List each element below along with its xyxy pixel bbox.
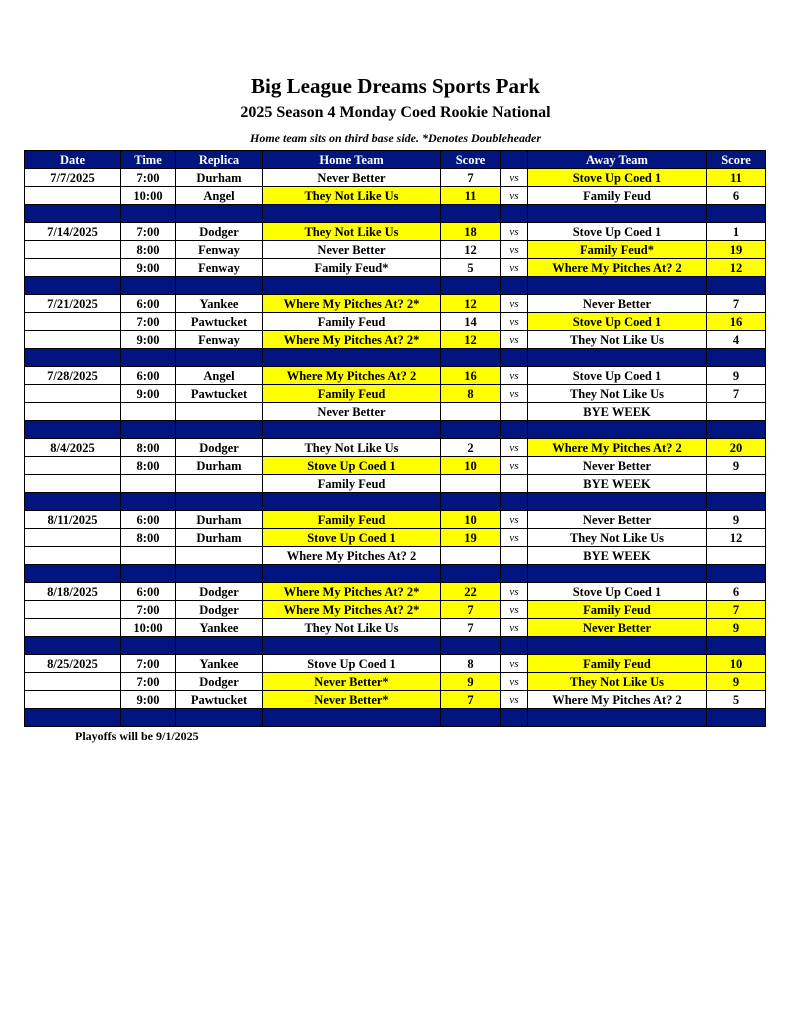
date-cell: 8/4/2025 (25, 439, 121, 457)
time-cell: 9:00 (121, 259, 176, 277)
separator-cell (121, 349, 176, 367)
away-score-cell: 12 (707, 259, 766, 277)
separator-cell (263, 637, 441, 655)
date-cell (25, 691, 121, 709)
time-cell: 8:00 (121, 529, 176, 547)
away-team-cell: Never Better (528, 511, 707, 529)
table-row (25, 331, 766, 349)
separator-cell (501, 565, 528, 583)
table-row (25, 475, 766, 493)
away-score-cell: 9 (707, 673, 766, 691)
date-cell (25, 241, 121, 259)
separator-cell (25, 637, 121, 655)
week-separator-row (25, 709, 766, 727)
away-team-cell: Stove Up Coed 1 (528, 367, 707, 385)
away-team-cell: BYE WEEK (528, 403, 707, 421)
away-score-cell: 12 (707, 529, 766, 547)
replica-cell: Fenway (176, 331, 263, 349)
date-cell (25, 673, 121, 691)
away-score-cell (707, 547, 766, 565)
home-team-cell: Where My Pitches At? 2* (263, 583, 441, 601)
away-team-cell: Family Feud (528, 655, 707, 673)
col-header-vs (501, 151, 528, 169)
time-cell: 6:00 (121, 295, 176, 313)
home-score-cell: 10 (441, 457, 501, 475)
time-cell: 8:00 (121, 439, 176, 457)
away-score-cell: 9 (707, 511, 766, 529)
vs-cell: vs (501, 511, 528, 529)
away-score-cell: 9 (707, 457, 766, 475)
home-score-cell: 5 (441, 259, 501, 277)
separator-cell (25, 421, 121, 439)
week-separator-row (25, 637, 766, 655)
replica-cell: Durham (176, 169, 263, 187)
table-row (25, 439, 766, 457)
separator-cell (441, 493, 501, 511)
separator-cell (176, 493, 263, 511)
separator-cell (707, 421, 766, 439)
table-row (25, 601, 766, 619)
separator-cell (121, 637, 176, 655)
vs-cell (501, 403, 528, 421)
table-row (25, 583, 766, 601)
vs-cell: vs (501, 259, 528, 277)
away-score-cell: 7 (707, 295, 766, 313)
date-cell: 7/28/2025 (25, 367, 121, 385)
home-team-cell: Never Better* (263, 673, 441, 691)
home-score-cell: 8 (441, 655, 501, 673)
date-cell: 8/11/2025 (25, 511, 121, 529)
home-score-cell: 2 (441, 439, 501, 457)
home-score-cell: 9 (441, 673, 501, 691)
home-team-cell: Family Feud (263, 313, 441, 331)
separator-cell (501, 205, 528, 223)
table-row (25, 673, 766, 691)
date-cell (25, 259, 121, 277)
replica-cell: Dodger (176, 223, 263, 241)
away-team-cell: They Not Like Us (528, 385, 707, 403)
replica-cell (176, 547, 263, 565)
away-team-cell: They Not Like Us (528, 673, 707, 691)
time-cell: 7:00 (121, 313, 176, 331)
home-score-cell: 19 (441, 529, 501, 547)
replica-cell: Durham (176, 511, 263, 529)
away-team-cell: Where My Pitches At? 2 (528, 439, 707, 457)
table-row (25, 457, 766, 475)
separator-cell (501, 637, 528, 655)
home-team-cell: They Not Like Us (263, 439, 441, 457)
separator-cell (176, 565, 263, 583)
date-cell: 7/14/2025 (25, 223, 121, 241)
date-cell: 8/18/2025 (25, 583, 121, 601)
home-team-cell: Never Better (263, 169, 441, 187)
replica-cell (176, 475, 263, 493)
home-score-cell: 11 (441, 187, 501, 205)
page-subtitle: 2025 Season 4 Monday Coed Rookie National (240, 104, 551, 121)
separator-cell (441, 205, 501, 223)
separator-cell (528, 277, 707, 295)
away-team-cell: Stove Up Coed 1 (528, 583, 707, 601)
separator-cell (25, 277, 121, 295)
date-cell (25, 187, 121, 205)
replica-cell: Fenway (176, 241, 263, 259)
vs-cell (501, 547, 528, 565)
replica-cell: Dodger (176, 673, 263, 691)
time-cell: 7:00 (121, 223, 176, 241)
away-score-cell: 10 (707, 655, 766, 673)
away-score-cell: 1 (707, 223, 766, 241)
page-title: Big League Dreams Sports Park (251, 74, 540, 98)
separator-cell (25, 565, 121, 583)
separator-cell (263, 277, 441, 295)
away-score-cell: 6 (707, 187, 766, 205)
away-score-cell: 19 (707, 241, 766, 259)
separator-cell (441, 349, 501, 367)
home-score-cell: 7 (441, 691, 501, 709)
home-score-cell (441, 475, 501, 493)
table-row (25, 547, 766, 565)
away-score-cell: 4 (707, 331, 766, 349)
table-row (25, 529, 766, 547)
col-header-time: Time (121, 151, 176, 169)
table-row (25, 259, 766, 277)
table-row (25, 241, 766, 259)
replica-cell: Pawtucket (176, 313, 263, 331)
separator-cell (263, 205, 441, 223)
replica-cell: Angel (176, 367, 263, 385)
separator-cell (25, 709, 121, 727)
separator-cell (263, 493, 441, 511)
home-team-cell: Stove Up Coed 1 (263, 655, 441, 673)
date-cell (25, 547, 121, 565)
time-cell: 10:00 (121, 187, 176, 205)
vs-cell (501, 475, 528, 493)
away-score-cell: 20 (707, 439, 766, 457)
separator-cell (176, 421, 263, 439)
separator-cell (528, 709, 707, 727)
date-cell: 7/7/2025 (25, 169, 121, 187)
home-score-cell: 12 (441, 295, 501, 313)
vs-cell: vs (501, 655, 528, 673)
separator-cell (528, 637, 707, 655)
table-row (25, 313, 766, 331)
away-score-cell: 9 (707, 619, 766, 637)
table-row (25, 187, 766, 205)
separator-cell (25, 349, 121, 367)
week-separator-row (25, 421, 766, 439)
separator-cell (528, 349, 707, 367)
away-team-cell: Where My Pitches At? 2 (528, 259, 707, 277)
separator-cell (263, 565, 441, 583)
replica-cell: Yankee (176, 655, 263, 673)
date-cell: 7/21/2025 (25, 295, 121, 313)
table-row (25, 385, 766, 403)
date-cell (25, 331, 121, 349)
home-score-cell: 7 (441, 601, 501, 619)
table-row (25, 655, 766, 673)
separator-cell (528, 205, 707, 223)
away-team-cell: BYE WEEK (528, 547, 707, 565)
table-row (25, 367, 766, 385)
separator-cell (707, 277, 766, 295)
home-team-cell: Where My Pitches At? 2* (263, 295, 441, 313)
separator-cell (176, 205, 263, 223)
separator-cell (176, 709, 263, 727)
separator-cell (501, 709, 528, 727)
replica-cell: Fenway (176, 259, 263, 277)
schedule-body (25, 169, 766, 727)
time-cell: 8:00 (121, 457, 176, 475)
home-team-cell: Never Better (263, 241, 441, 259)
time-cell: 7:00 (121, 601, 176, 619)
replica-cell: Dodger (176, 439, 263, 457)
separator-cell (707, 709, 766, 727)
vs-cell: vs (501, 385, 528, 403)
time-cell (121, 547, 176, 565)
time-cell: 7:00 (121, 655, 176, 673)
away-team-cell: Never Better (528, 457, 707, 475)
playoffs-note: Playoffs will be 9/1/2025 (75, 729, 199, 743)
vs-cell: vs (501, 673, 528, 691)
vs-cell: vs (501, 169, 528, 187)
vs-cell: vs (501, 583, 528, 601)
col-header-date: Date (25, 151, 121, 169)
vs-cell: vs (501, 619, 528, 637)
home-score-cell (441, 547, 501, 565)
home-team-cell: Stove Up Coed 1 (263, 529, 441, 547)
separator-cell (441, 421, 501, 439)
home-score-cell: 18 (441, 223, 501, 241)
vs-cell: vs (501, 241, 528, 259)
date-cell (25, 619, 121, 637)
separator-cell (501, 493, 528, 511)
separator-cell (25, 205, 121, 223)
separator-cell (176, 637, 263, 655)
separator-cell (263, 709, 441, 727)
away-team-cell: They Not Like Us (528, 331, 707, 349)
away-team-cell: Family Feud (528, 187, 707, 205)
away-team-cell: Where My Pitches At? 2 (528, 691, 707, 709)
time-cell: 6:00 (121, 367, 176, 385)
separator-cell (441, 277, 501, 295)
date-cell (25, 313, 121, 331)
table-row (25, 403, 766, 421)
away-score-cell: 5 (707, 691, 766, 709)
home-team-cell: Where My Pitches At? 2 (263, 367, 441, 385)
away-score-cell (707, 403, 766, 421)
away-score-cell: 7 (707, 385, 766, 403)
date-cell: 8/25/2025 (25, 655, 121, 673)
separator-cell (528, 493, 707, 511)
table-row (25, 619, 766, 637)
separator-cell (121, 277, 176, 295)
separator-cell (121, 493, 176, 511)
separator-cell (501, 349, 528, 367)
separator-cell (121, 565, 176, 583)
vs-cell: vs (501, 601, 528, 619)
home-score-cell: 8 (441, 385, 501, 403)
separator-cell (501, 277, 528, 295)
separator-cell (263, 349, 441, 367)
replica-cell: Yankee (176, 295, 263, 313)
home-team-cell: Family Feud* (263, 259, 441, 277)
separator-cell (441, 637, 501, 655)
home-team-cell: Stove Up Coed 1 (263, 457, 441, 475)
replica-cell: Angel (176, 187, 263, 205)
away-team-cell: Stove Up Coed 1 (528, 223, 707, 241)
vs-cell: vs (501, 295, 528, 313)
replica-cell: Durham (176, 529, 263, 547)
away-team-cell: BYE WEEK (528, 475, 707, 493)
vs-cell: vs (501, 457, 528, 475)
separator-cell (707, 493, 766, 511)
home-team-cell: Where My Pitches At? 2* (263, 601, 441, 619)
replica-cell: Durham (176, 457, 263, 475)
away-team-cell: They Not Like Us (528, 529, 707, 547)
home-team-cell: Where My Pitches At? 2* (263, 331, 441, 349)
vs-cell: vs (501, 529, 528, 547)
away-team-cell: Never Better (528, 295, 707, 313)
separator-cell (441, 565, 501, 583)
separator-cell (441, 709, 501, 727)
separator-cell (25, 493, 121, 511)
col-header-home-score: Score (441, 151, 501, 169)
separator-cell (528, 565, 707, 583)
home-score-cell (441, 403, 501, 421)
away-team-cell: Family Feud* (528, 241, 707, 259)
home-score-cell: 16 (441, 367, 501, 385)
separator-cell (176, 349, 263, 367)
separator-cell (263, 421, 441, 439)
home-team-cell: Family Feud (263, 511, 441, 529)
date-cell (25, 385, 121, 403)
date-cell (25, 529, 121, 547)
date-cell (25, 475, 121, 493)
table-row (25, 295, 766, 313)
week-separator-row (25, 205, 766, 223)
away-team-cell: Family Feud (528, 601, 707, 619)
home-score-cell: 7 (441, 619, 501, 637)
away-score-cell: 16 (707, 313, 766, 331)
home-score-cell: 10 (441, 511, 501, 529)
vs-cell: vs (501, 691, 528, 709)
table-row (25, 511, 766, 529)
home-score-cell: 7 (441, 169, 501, 187)
time-cell: 9:00 (121, 691, 176, 709)
time-cell: 10:00 (121, 619, 176, 637)
separator-cell (121, 709, 176, 727)
week-separator-row (25, 493, 766, 511)
home-team-cell: They Not Like Us (263, 187, 441, 205)
col-header-away-score: Score (707, 151, 766, 169)
away-score-cell: 6 (707, 583, 766, 601)
schedule-table (24, 150, 766, 727)
week-separator-row (25, 349, 766, 367)
separator-cell (707, 349, 766, 367)
away-score-cell (707, 475, 766, 493)
date-cell (25, 601, 121, 619)
home-score-cell: 12 (441, 241, 501, 259)
separator-cell (121, 421, 176, 439)
replica-cell: Pawtucket (176, 691, 263, 709)
date-cell (25, 457, 121, 475)
schedule-note: Home team sits on third base side. *Denotes Doubleheader (250, 131, 541, 145)
col-header-replica: Replica (176, 151, 263, 169)
separator-cell (121, 205, 176, 223)
away-team-cell: Stove Up Coed 1 (528, 313, 707, 331)
time-cell: 6:00 (121, 583, 176, 601)
home-team-cell: Family Feud (263, 475, 441, 493)
separator-cell (176, 277, 263, 295)
replica-cell: Pawtucket (176, 385, 263, 403)
replica-cell: Dodger (176, 601, 263, 619)
home-team-cell: Family Feud (263, 385, 441, 403)
home-score-cell: 22 (441, 583, 501, 601)
separator-cell (528, 421, 707, 439)
time-cell: 6:00 (121, 511, 176, 529)
home-team-cell: They Not Like Us (263, 619, 441, 637)
time-cell (121, 475, 176, 493)
home-score-cell: 12 (441, 331, 501, 349)
vs-cell: vs (501, 331, 528, 349)
separator-cell (707, 565, 766, 583)
away-score-cell: 11 (707, 169, 766, 187)
date-cell (25, 403, 121, 421)
away-team-cell: Stove Up Coed 1 (528, 169, 707, 187)
home-team-cell: Never Better* (263, 691, 441, 709)
away-score-cell: 9 (707, 367, 766, 385)
vs-cell: vs (501, 439, 528, 457)
table-row (25, 691, 766, 709)
time-cell: 9:00 (121, 385, 176, 403)
home-team-cell: Never Better (263, 403, 441, 421)
home-team-cell: They Not Like Us (263, 223, 441, 241)
vs-cell: vs (501, 313, 528, 331)
week-separator-row (25, 277, 766, 295)
away-team-cell: Never Better (528, 619, 707, 637)
vs-cell: vs (501, 367, 528, 385)
time-cell: 7:00 (121, 673, 176, 691)
vs-cell: vs (501, 223, 528, 241)
replica-cell: Dodger (176, 583, 263, 601)
away-score-cell: 7 (707, 601, 766, 619)
separator-cell (707, 205, 766, 223)
home-score-cell: 14 (441, 313, 501, 331)
col-header-home-team: Home Team (263, 151, 441, 169)
home-team-cell: Where My Pitches At? 2 (263, 547, 441, 565)
table-row (25, 169, 766, 187)
time-cell (121, 403, 176, 421)
separator-cell (707, 637, 766, 655)
vs-cell: vs (501, 187, 528, 205)
replica-cell: Yankee (176, 619, 263, 637)
table-header-row (25, 151, 766, 169)
replica-cell (176, 403, 263, 421)
time-cell: 9:00 (121, 331, 176, 349)
col-header-away-team: Away Team (528, 151, 707, 169)
time-cell: 7:00 (121, 169, 176, 187)
time-cell: 8:00 (121, 241, 176, 259)
separator-cell (501, 421, 528, 439)
table-row (25, 223, 766, 241)
week-separator-row (25, 565, 766, 583)
